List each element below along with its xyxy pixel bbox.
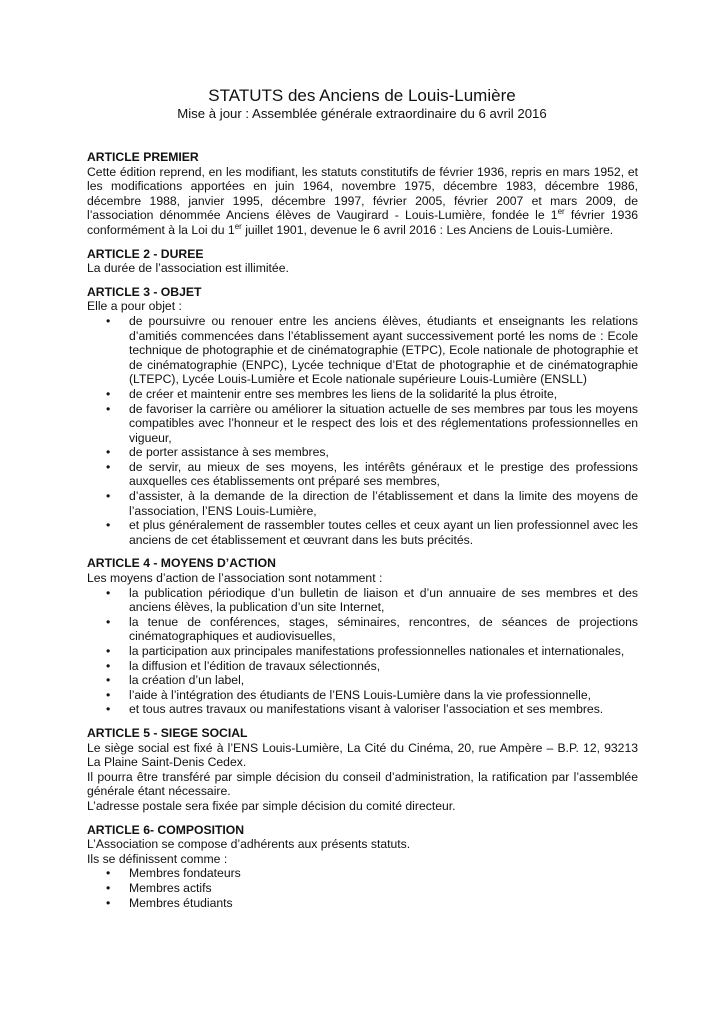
list-item: • Membres étudiants — [129, 896, 638, 911]
article-6-text: L’Association se compose d’adhérents aux présents statuts. — [87, 837, 411, 852]
list-item: • et tous autres travaux ou manifestations visant à valoriser l’association et ses membres. — [129, 702, 638, 717]
article-2 — [87, 247, 638, 276]
list-item: • la diffusion et l’édition de travaux sélectionnés, — [129, 659, 638, 674]
list-item: • la publication périodique d’un bulletin de liaison et d’un annuaire de ses membres et des anciens élèves, la publication d’un site Internet, — [129, 586, 638, 615]
article-5-transfer: Il pourra être transféré par simple décision du conseil d’administration, la ratification par l’assemblée générale étant nécessaire. — [87, 769, 638, 799]
article-6-title: ARTICLE 6- COMPOSITION — [87, 822, 245, 837]
article-4-list — [87, 586, 638, 717]
article-5-title: ARTICLE 5 - SIEGE SOCIAL — [87, 725, 248, 740]
page-title: STATUTS des Anciens de Louis-Lumière — [208, 86, 516, 105]
article-3-title: ARTICLE 3 - OBJET — [87, 284, 202, 299]
list-item: • la tenue de conférences, stages, séminaires, rencontres, de séances de projections cinématographiques et audiovisuelles, — [129, 615, 638, 644]
article-5-postal: L’adresse postale sera fixée par simple décision du comité directeur. — [87, 798, 456, 813]
list-item: • la création d’un label, — [129, 673, 638, 688]
article-1-text-a: Cette édition reprend, en les modifiant, les statuts constitutifs de février 1936, repris en mars 1952, et les modifications apportées en juin 1964, novembre 1975, décembre 1983, décembre 1986, décembre 1988, janvier 1995, décembre 1997, février 2005, février 2007 et mars 2009, de l’association dénommée Anciens élèves de Vaugirard - Louis-Lumière, fondée le 1 — [87, 164, 638, 223]
list-item: • la participation aux principales manifestations professionnelles nationales et internationales, — [129, 644, 638, 659]
list-item: • et plus généralement de rassembler toutes celles et ceux ayant un lien professionnel avec les anciens de cet établissement et œuvrant dans les buts précités. — [129, 518, 638, 547]
list-item: • Membres actifs — [129, 881, 638, 896]
article-6-intro: Ils se définissent comme : — [87, 851, 228, 866]
article-3 — [87, 285, 638, 548]
article-1-text — [87, 165, 638, 238]
article-5 — [87, 726, 638, 814]
article-4-title: ARTICLE 4 - MOYENS D’ACTION — [87, 556, 276, 571]
article-3-list — [87, 314, 638, 548]
list-item: • de porter assistance à ses membres, — [129, 445, 638, 460]
article-1-title: ARTICLE PREMIER — [87, 150, 199, 164]
document-body — [87, 150, 638, 919]
article-1-text-c: juillet 1901, devenue le 6 avril 2016 : Les Anciens de Louis-Lumière. — [241, 222, 614, 237]
article-4 — [87, 556, 638, 717]
ordinal-superscript: er — [234, 221, 242, 231]
article-6-list — [87, 866, 638, 910]
list-item: • de poursuivre ou renouer entre les anciens élèves, étudiants et enseignants les relations d’amitiés commencées dans l’établissement ayant successivement porté les noms de : Ecole technique de photographie et de cinématographie (ETPC), Ecole nationale de photographie et de cinématographie (ENPC), Lycée technique d’Etat de photographie et de cinématographie (LTEPC), Lycée Louis-Lumière et Ecole nationale supérieure Louis-Lumière (ENSLL) — [129, 314, 638, 387]
list-item: • de créer et maintenir entre ses membres les liens de la solidarité la plus étroite, — [129, 387, 638, 402]
list-item: • l’aide à l’intégration des étudiants de l’ENS Louis-Lumière dans la vie professionnelle, — [129, 688, 638, 703]
page-subtitle: Mise à jour : Assemblée générale extraordinaire du 6 avril 2016 — [177, 106, 547, 121]
list-item: • d’assister, à la demande de la direction de l’établissement et dans la limite des moyens de l’association, l’ENS Louis-Lumière, — [129, 489, 638, 518]
article-2-text: La durée de l’association est illimitée. — [87, 261, 289, 276]
list-item: • Membres fondateurs — [129, 866, 638, 881]
list-item: • de servir, au mieux de ses moyens, les intérêts généraux et le prestige des professions auxquelles ces établissements ont préparé ses membres, — [129, 460, 638, 489]
article-2-title: ARTICLE 2 - DUREE — [87, 246, 204, 261]
article-4-intro: Les moyens d’action de l’association sont notamment : — [87, 571, 383, 586]
list-item: • de favoriser la carrière ou améliorer la situation actuelle de ses membres par tous les moyens compatibles avec l’honneur et le respect des lois et des réglementations professionnelles en vigueur, — [129, 402, 638, 446]
title-block — [0, 86, 724, 122]
article-1 — [87, 150, 638, 238]
article-5-address: Le siège social est fixé à l’ENS Louis-Lumière, La Cité du Cinéma, 20, rue Ampère – B.P. 12, 93213 La Plaine Saint-Denis Cedex. — [87, 740, 638, 770]
ordinal-superscript: er — [557, 207, 565, 217]
article-1-text-b: février 1936 conformément à la Loi du 1 — [87, 208, 638, 237]
article-3-intro: Elle a pour objet : — [87, 299, 182, 314]
article-6 — [87, 823, 638, 911]
